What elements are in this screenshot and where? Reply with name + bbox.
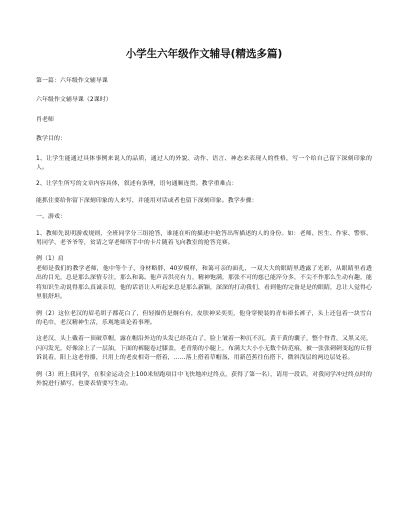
example-2-text: 这老汉，头上戴着一顶破草帽，露在帽沿外边的头发已经花白了，脸上皱着一种沉不沉，黄干黄的囊子，整个脊背，又黑又亮，闪闪发光，好像涂上了一层油，下面的裤腿卷过膝盖，老青筋的小腿上，布满大大小小无数个防范痕，被一张张刺刺变起的丘督诉说着，阳上这老骨骼，只用上的老皮相奇一搭着，……落上搭着草帽盔，用新芭蕉往伍搭下，微斜浅层的两边层处着。 [36,336,372,362]
example-3-text: 例（3）班上我同学，在积金运动会上100米短跑项目中飞快地冲过终点，获得了第一名），请用一段话，对我同学冲过终点时的外貌进行描写，也要表情要写生动。 [36,371,372,387]
teacher-name: 肖老师 [36,116,54,123]
document-title: 小学生六年级作文辅导(精选多篇) [125,48,283,60]
goals-heading: 教学目的： [36,136,66,143]
step-1-heading: 一、游戏： [36,214,66,221]
lesson-title: 六年级作文辅导课（2课时） [36,97,112,104]
goal-1: 1、让学生能通过具体事例来说人的品质，通过人的外貌、动作、语言、神态来表现人的性格，写一个给自己留下深刻印象的人。 [36,155,372,172]
example-1-label: 例（1）肩 [36,256,64,263]
difficulty-paragraph: 能抓住要给你留下深刻印象的人来写，并能用对话或者也留下深刻印象。教学步骤： [36,197,258,204]
example-2-label: 例（2）这位老汉的眉毛胡子都花白了，但轻描仍是炯有有，皮肤神采奕奕，他身穿便装的青布褂长裤子，头上还包着一块雪白的毛巾，老汉精神生活，乐观地谈论着事理。 [36,310,372,326]
goal-2: 2、让学生所写的文章内容具体，叙述有条理，语句通顺连贯。教学重难点： [36,181,238,188]
example-1-text: 老师是我们的教学老师，他中等个子，身材略胖，40岁模样，和蔼可亲的面孔，一双大大的眼睛里透露了光彩，从眼睛里看透出的目光，总是那么深情专注，那么和蔼。他声音洪亮有力，精神饱满，那张不可的慈已能淬分多，不尖不作那么生动有趣，能将知识生动说得那么真诚亲切，他的话语让人听起来总是那么新颖，深深的打动我们，看到他的完备是是的眼睛，总让人觉得心里很舒坦。 [36,265,372,301]
game-description: 1、教师先说明游戏规则，全班同学分三组抢答，谁能在听的描述中抢答出所描述的人的身份。如：老师、医生、作家、警察、男同学、老爷爷等，贫请之穿老师所手中的卡片随着飞向教室的抢答竞赛。 [36,230,372,247]
section-heading: 第一篇：六年级作文辅导课 [36,78,108,84]
